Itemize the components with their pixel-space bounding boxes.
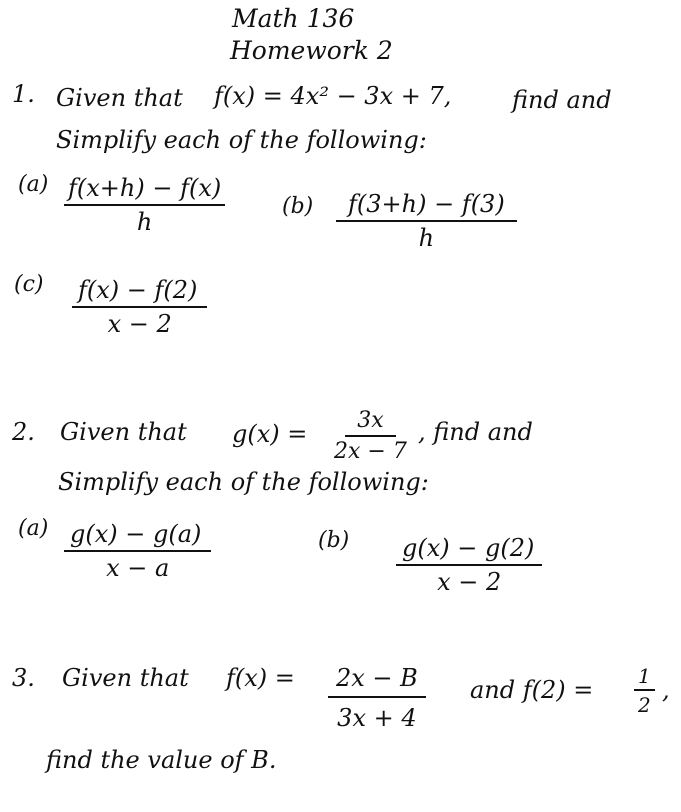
problem-intro-suffix: , find and: [418, 418, 533, 446]
function-fraction: [334, 408, 407, 464]
fraction-denominator: h: [418, 224, 435, 252]
condition-text: and f(2) =: [470, 676, 594, 704]
fraction-denominator: x − 2: [107, 310, 172, 338]
fraction-numerator: 3x: [345, 408, 395, 437]
problem-intro: Given that: [62, 664, 189, 692]
difference-quotient: [72, 276, 207, 338]
condition-fraction: [634, 664, 655, 717]
fraction-numerator: f(x+h) − f(x): [64, 174, 225, 206]
part-label: (c): [14, 272, 44, 297]
fraction-numerator: f(3+h) − f(3): [336, 190, 517, 222]
fraction-denominator: x − 2: [437, 568, 502, 596]
problem-intro: Given that: [60, 418, 187, 446]
fraction-denominator: 2: [638, 693, 651, 717]
assignment-title: Homework 2: [230, 36, 393, 65]
trailing-comma: ,: [662, 676, 670, 704]
fraction-numerator: 1: [634, 664, 655, 691]
difference-quotient: [64, 174, 225, 236]
fraction-denominator: x − a: [106, 554, 170, 582]
fraction-numerator: g(x) − g(a): [64, 520, 211, 552]
problem-instruction: find the value of B.: [46, 746, 277, 774]
fraction-numerator: f(x) − f(2): [72, 276, 207, 308]
part-label: (b): [282, 194, 314, 219]
problem-number: 3.: [12, 664, 35, 692]
fraction-denominator: 2x − 7: [334, 439, 407, 464]
function-lhs: g(x) =: [232, 420, 308, 448]
fraction-numerator: g(x) − g(2): [396, 534, 542, 566]
part-label: (a): [18, 172, 49, 197]
problem-intro-suffix: find and: [512, 86, 612, 114]
function-fraction: [328, 664, 426, 732]
problem-intro: Given that: [56, 84, 183, 112]
part-label: (b): [318, 528, 350, 553]
difference-quotient: [64, 520, 211, 582]
fraction-numerator: 2x − B: [328, 664, 426, 698]
problem-number: 2.: [12, 418, 35, 446]
function-lhs: f(x) =: [226, 664, 295, 692]
problem-number: 1.: [12, 80, 35, 108]
problem-instruction: Simplify each of the following:: [56, 126, 427, 154]
function-definition: f(x) = 4x² − 3x + 7,: [214, 82, 452, 110]
difference-quotient: [336, 190, 517, 252]
fraction-denominator: 3x + 4: [337, 704, 417, 732]
problem-instruction: Simplify each of the following:: [58, 468, 429, 496]
difference-quotient: [396, 534, 542, 596]
part-label: (a): [18, 516, 49, 541]
course-title: Math 136: [232, 4, 355, 33]
fraction-denominator: h: [136, 208, 153, 236]
